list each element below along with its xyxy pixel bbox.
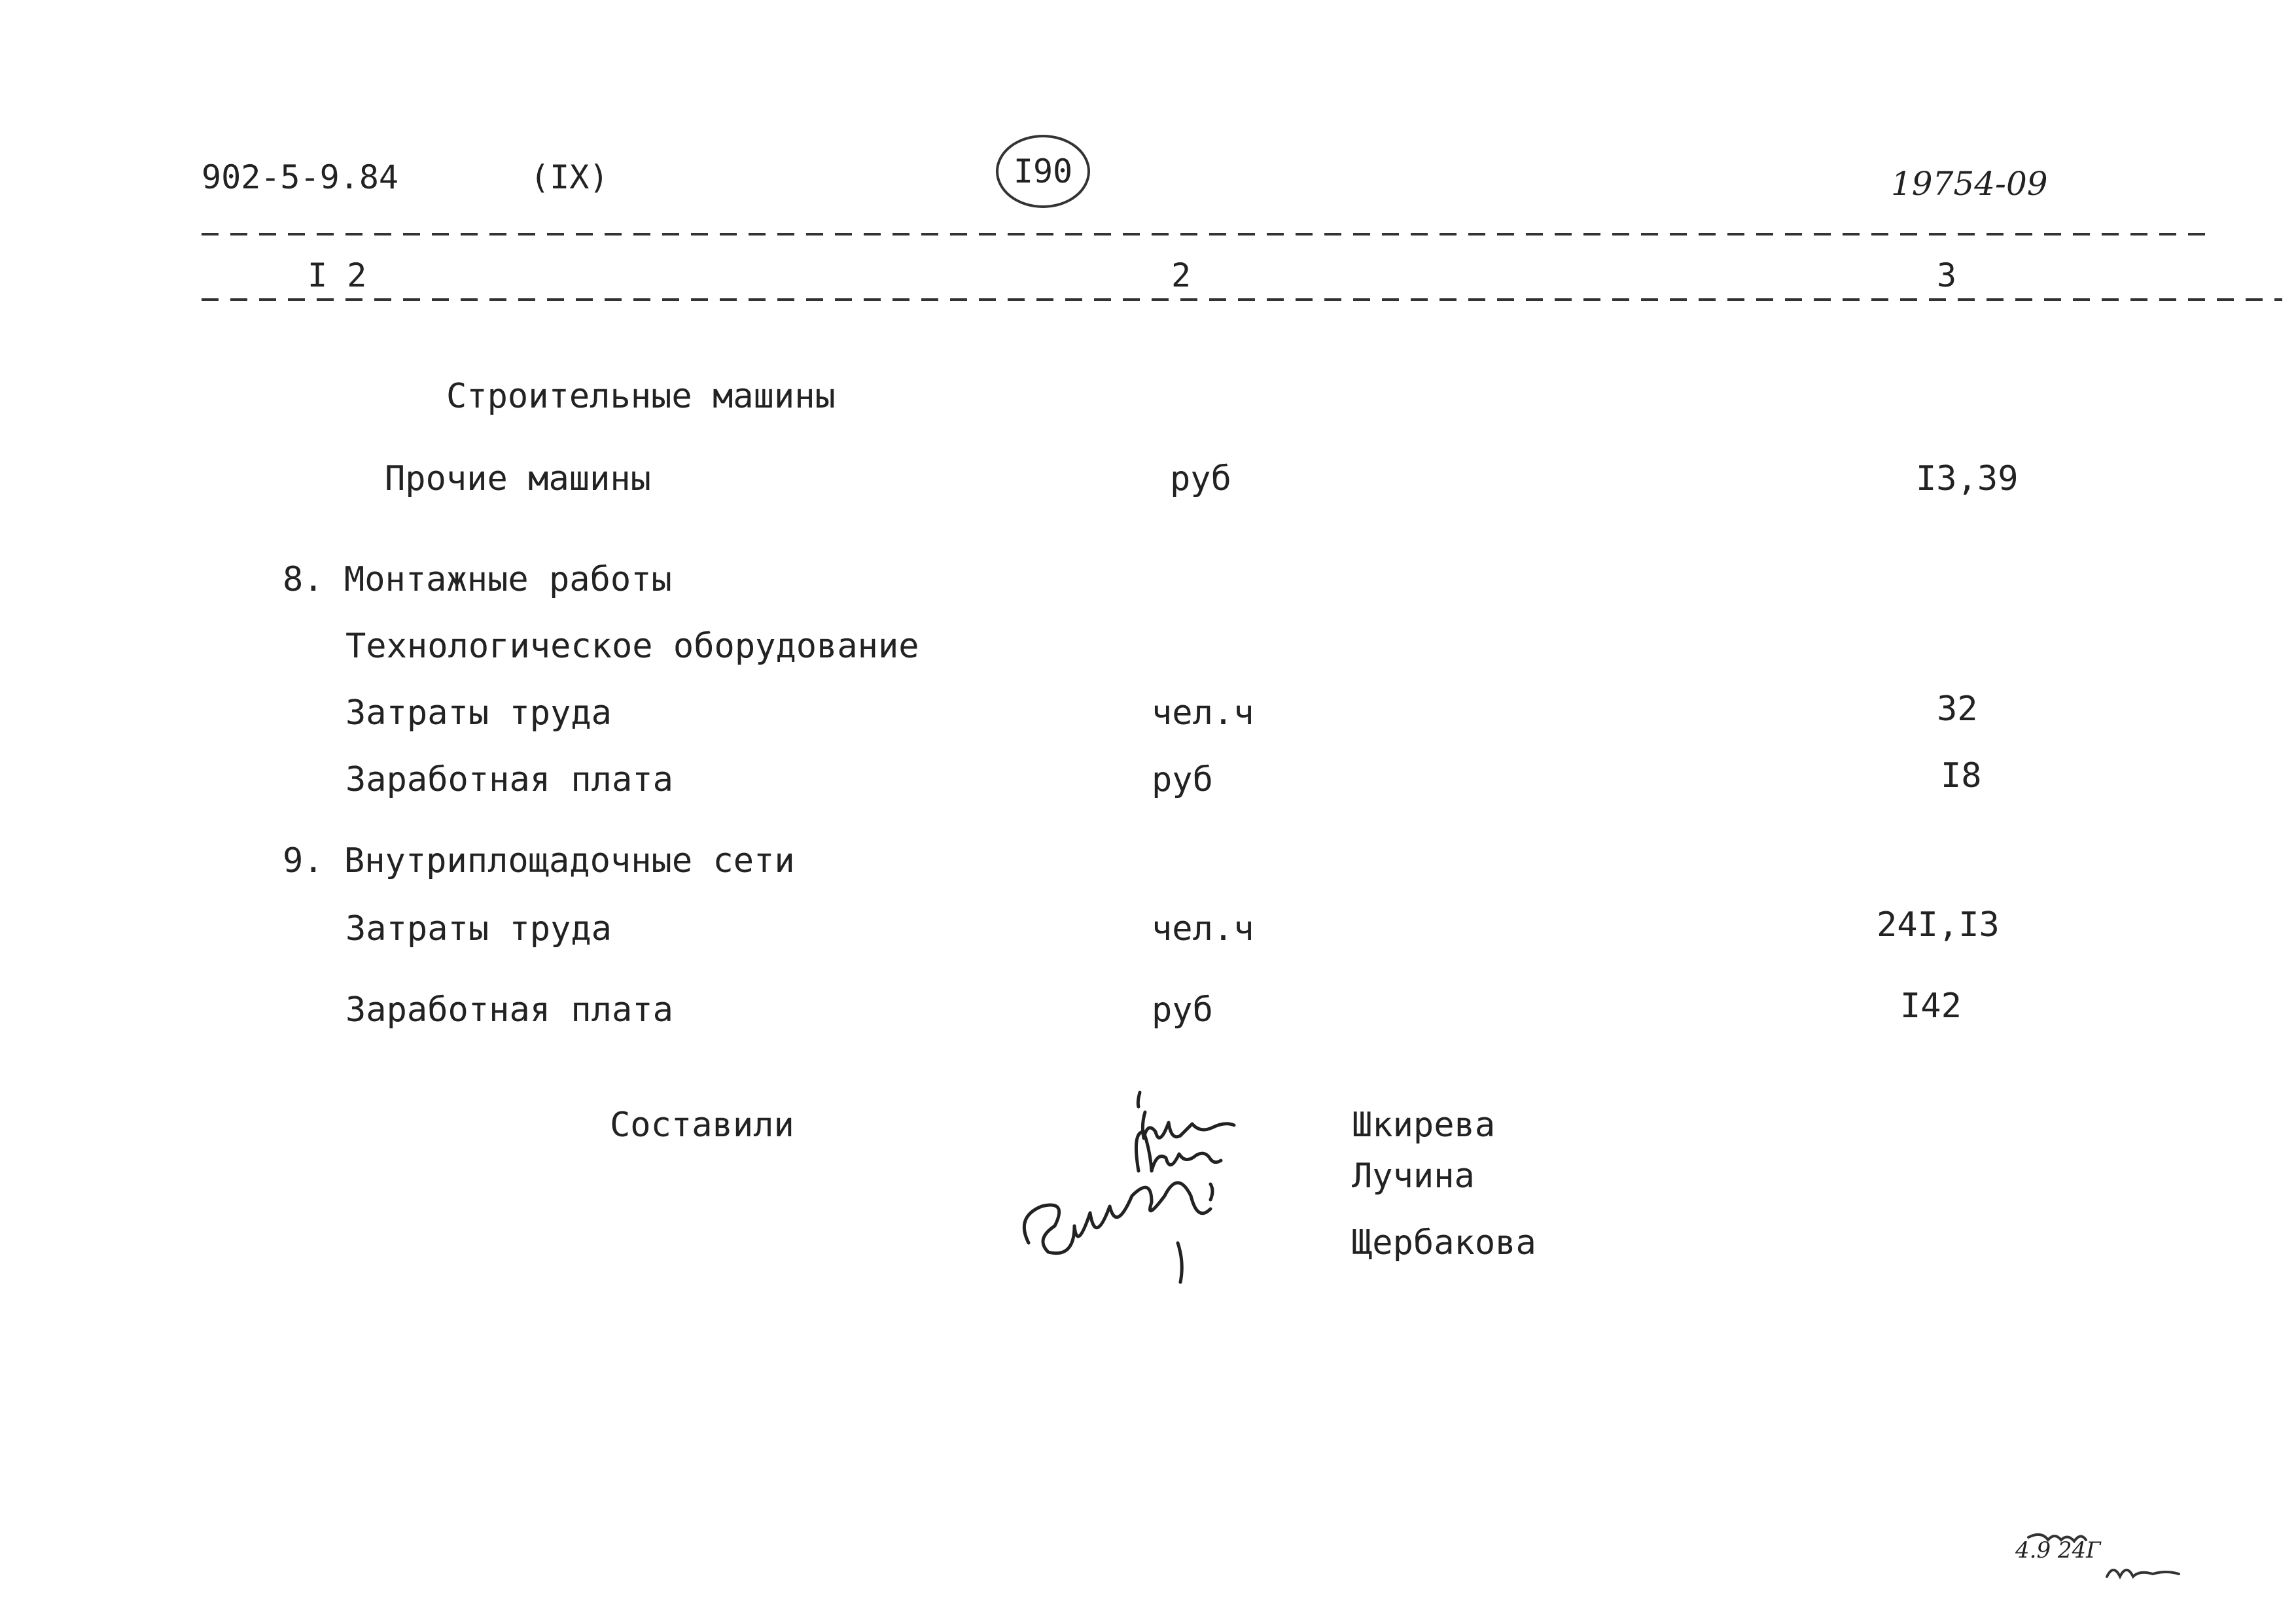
top-dashed-rule bbox=[202, 233, 2210, 236]
row-label: Строительные машины bbox=[446, 377, 836, 416]
column-header-3: 3 bbox=[1937, 256, 1957, 294]
compilers-label: Составили bbox=[610, 1106, 794, 1145]
column-header-1: I 2 bbox=[308, 256, 367, 294]
page-number bbox=[996, 135, 1090, 208]
row-label: 8. Монтажные работы bbox=[283, 560, 672, 599]
row-unit: чел.ч bbox=[1152, 693, 1254, 733]
page-number-label: I90 bbox=[1013, 152, 1073, 190]
inventory-number: 19754-09 bbox=[1891, 165, 2048, 203]
row-label: 9. Внутриплощадочные сети bbox=[283, 841, 795, 881]
row-label: Технологическое оборудование bbox=[345, 627, 919, 666]
row-label: Заработная плата bbox=[345, 760, 673, 799]
row-value: I8 bbox=[1941, 756, 1982, 795]
document-part: (IX) bbox=[530, 158, 609, 196]
corner-note: 4.9 24Г bbox=[2015, 1537, 2101, 1563]
row-value: 24I,I3 bbox=[1877, 905, 2000, 945]
bottom-dashed-rule bbox=[202, 298, 2282, 301]
row-label: Заработная плата bbox=[345, 990, 673, 1030]
document-code: 902-5-9.84 bbox=[202, 158, 399, 196]
row-unit: руб bbox=[1152, 760, 1213, 799]
compiler-name: Щербакова bbox=[1352, 1223, 1536, 1263]
row-value: I42 bbox=[1900, 986, 1962, 1026]
row-unit: руб bbox=[1170, 459, 1231, 498]
compiler-name: Лучина bbox=[1352, 1157, 1475, 1196]
compiler-name: Шкирева bbox=[1352, 1106, 1496, 1145]
row-unit: руб bbox=[1152, 990, 1213, 1030]
signatures-image bbox=[995, 1073, 1296, 1315]
column-header-2: 2 bbox=[1171, 256, 1192, 294]
row-label: Затраты труда bbox=[345, 693, 612, 733]
row-value: I3,39 bbox=[1916, 459, 2019, 498]
row-value: 32 bbox=[1937, 689, 1978, 729]
row-unit: чел.ч bbox=[1152, 909, 1254, 949]
row-label: Затраты труда bbox=[345, 909, 612, 949]
row-label: Прочие машины bbox=[385, 459, 651, 498]
